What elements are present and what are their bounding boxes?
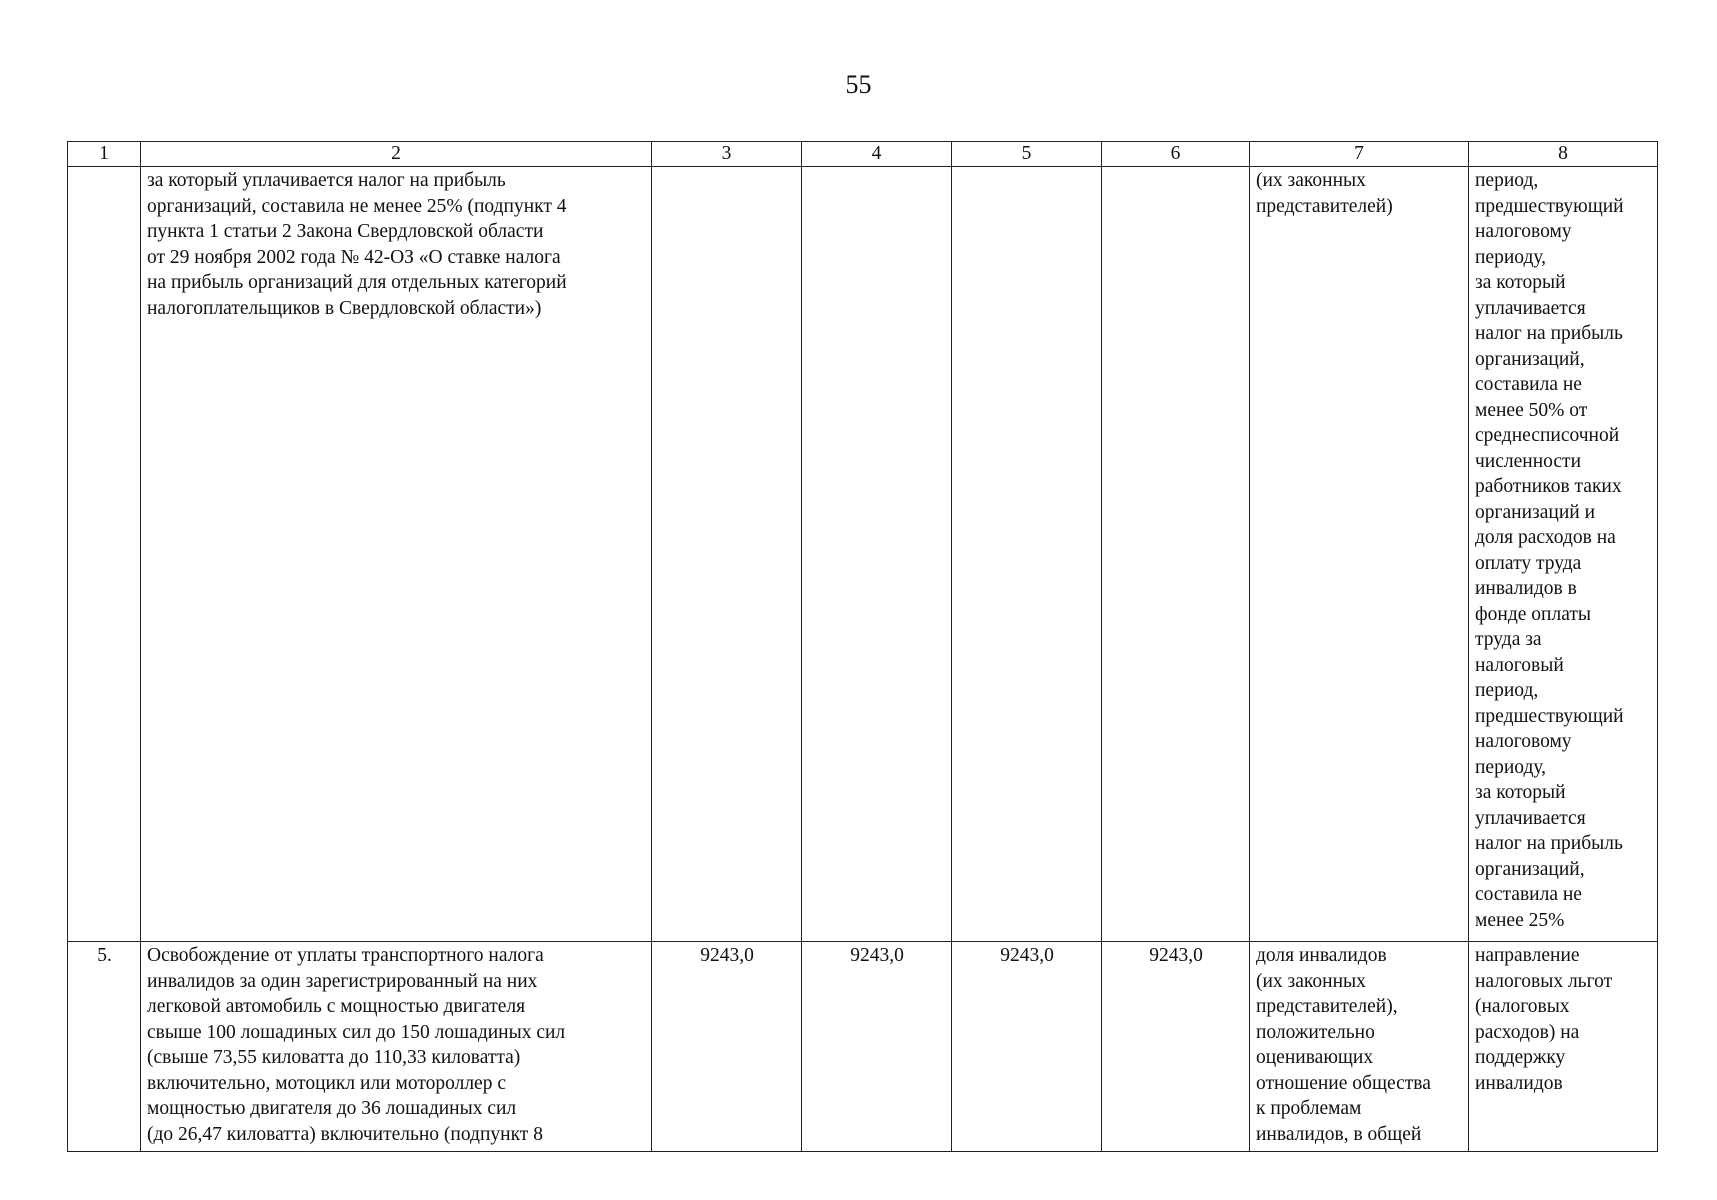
column-header: 1 [68, 142, 141, 167]
value-cell [652, 167, 802, 942]
column-header: 8 [1469, 142, 1658, 167]
indicator-cell: доля инвалидов (их законных представителей), положительно оценивающих отношение общества к проблемам инвалидов, в общей [1250, 942, 1469, 1152]
page-number: 55 [845, 70, 872, 99]
row-number-cell: 5. [68, 942, 141, 1152]
description-cell: Освобождение от уплаты транспортного налога инвалидов за один зарегистрированный на них легковой автомобиль с мощностью двигателя свыше 100 лошадиных сил до 150 лошадиных сил (свыше 73,55 киловатта до 110,33 киловатта) включительно, мотоцикл или мотороллер с мощностью двигателя до 36 лошадиных сил (до 26,47 киловатта) включительно (подпункт 8 [141, 942, 652, 1152]
indicator-cell: (их законных представителей) [1250, 167, 1469, 942]
value-cell [1102, 167, 1250, 942]
column-header: 2 [141, 142, 652, 167]
value-cell: 9243,0 [652, 942, 802, 1152]
table-header-row [68, 142, 1658, 167]
table-row [68, 167, 1658, 942]
data-table [67, 141, 1658, 1152]
column-header: 6 [1102, 142, 1250, 167]
row-number-cell [68, 167, 141, 942]
column-header: 4 [802, 142, 952, 167]
column-header: 7 [1250, 142, 1469, 167]
description-cell: за который уплачивается налог на прибыль организаций, составила не менее 25% (подпункт 4 пункта 1 статьи 2 Закона Свердловской области от 29 ноября 2002 года № 42-ОЗ «О ставке налога на прибыль организаций для отдельных категорий налогоплательщиков в Свердловской области») [141, 167, 652, 942]
table-row [68, 942, 1658, 1152]
value-cell [952, 167, 1102, 942]
column-header: 5 [952, 142, 1102, 167]
value-cell: 9243,0 [952, 942, 1102, 1152]
value-cell [802, 167, 952, 942]
value-cell: 9243,0 [1102, 942, 1250, 1152]
goal-cell: направление налоговых льгот (налоговых расходов) на поддержку инвалидов [1469, 942, 1658, 1152]
goal-cell: период, предшествующий налоговому периоду, за который уплачивается налог на прибыль организаций, составила не менее 50% от среднесписочной численности работников таких организаций и доля расходов на оплату труда инвалидов в фонде оплаты труда за налоговый период, предшествующий налоговому периоду, за который уплачивается налог на прибыль организаций, составила не менее 25% [1469, 167, 1658, 942]
column-header: 3 [652, 142, 802, 167]
value-cell: 9243,0 [802, 942, 952, 1152]
